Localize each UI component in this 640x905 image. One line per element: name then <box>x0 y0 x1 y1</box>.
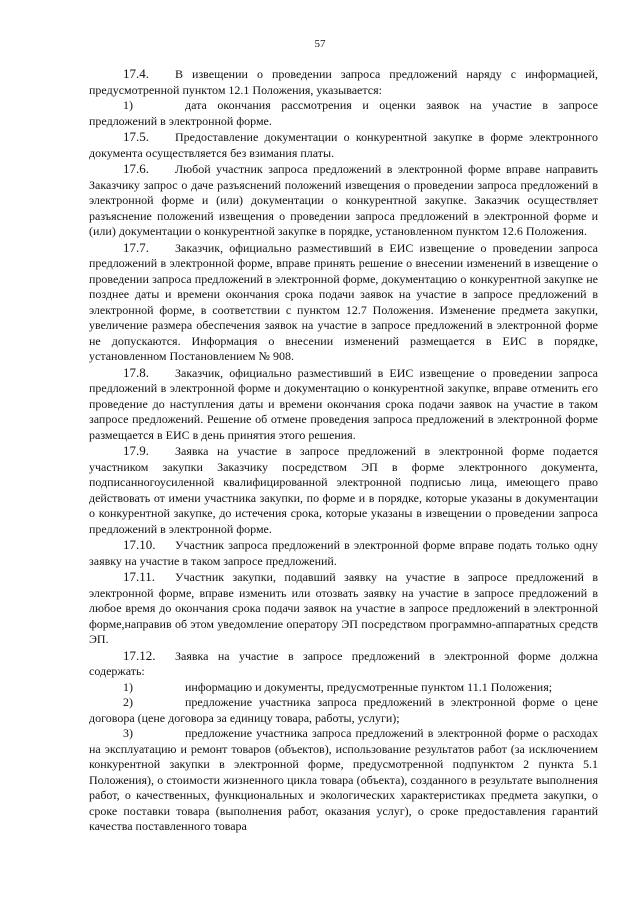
clause-number: 17.5. <box>123 129 149 144</box>
subitem-text: предложение участника запроса предложений в электронной форме о расходах на эксплуатацию и ремонт товаров (объектов), использование результатов работ (за исключением конкурентной закупки в электронной форме, предусмотренной подпунктом 2 пункта 5.1 Положения), о стоимости жизненного цикла товара (объекта), созданного в результате выполнения работ, о качественных, функциональных и экологических характеристиках предмета закупки, о сроке поставки товара (выполнения работ, оказания услуг), о сроке предоставления гарантий качества поставленного товара <box>89 726 598 833</box>
clause-text: Участник запроса предложений в электронной форме вправе подать только одну заявку на участие в таком запросе предложений. <box>89 538 598 568</box>
clause-text: Предоставление документации о конкурентной закупке в форме электронного документа осуществляется без взимания платы. <box>89 130 598 160</box>
paragraph-17-11 <box>89 569 598 648</box>
clause-text: Участник закупки, подавший заявку на участие в запросе предложений в электронной форме, вправе изменить или отозвать заявку на участие в запросе предложений в любое время до окончания срока подачи заявок на участие в запросе предложений в электронной форме,направив об этом уведомление оператору ЭП посредством программно-аппаратных средств ЭП. <box>89 570 598 646</box>
paragraph-17-5 <box>89 129 598 161</box>
clause-text: В извещении о проведении запроса предложений наряду с информацией, предусмотренной пунктом 12.1 Положения, указывается: <box>89 67 598 97</box>
clause-number: 17.10. <box>123 537 156 552</box>
clause-text: Заявка на участие в запросе предложений в электронной форме подается участником закупки Заказчику посредством ЭП в форме электронного документа, подписанногоусиленной квалифицированной электронной подписью лица, имеющего право действовать от имени участника закупки, по форме и в порядке, которые указаны в документации о конкурентной закупке, до истечения срока, которые указаны в извещении о проведении запроса предложений в электронной форме. <box>89 444 598 536</box>
paragraph-17-8 <box>89 365 598 444</box>
subitem-text: предложение участника запроса предложений в электронной форме о цене договора (цене договора за единицу товара, работы, услуги); <box>89 695 598 725</box>
subitem-17-12-3 <box>89 726 598 835</box>
page-number: 57 <box>314 38 326 50</box>
clause-text: Заказчик, официально разместивший в ЕИС извещение о проведении запроса предложений в электронной форме, вправе принять решение о внесении изменений в извещение о проведении запроса предложений в электронной форме, документацию о конкурентной закупке не позднее даты и времени окончания срока подачи заявок на участие в запросе предложений в электронной форме, в соответствии с пунктом 12.7 Положения. Изменение предмета закупки, увеличение размера обеспечения заявок на участие в запросе предложений в электронной форме не допускаются. Информация о внесении изменений размещается в ЕИС в порядке, установленном Постановлением № 908. <box>89 240 598 363</box>
subitem-number: 3) <box>123 726 133 740</box>
paragraph-17-7 <box>89 240 598 365</box>
clause-number: 17.11. <box>123 569 156 584</box>
clause-text: Заказчик, официально разместивший в ЕИС извещение о проведении запроса предложений в электронной форме и документацию о конкурентной закупке, вправе отменить его проведение до наступления даты и времени окончания срока подачи заявок на участие в таком запросе предложений. Решение об отмене проведения запроса предложений в электронной форме размещается в ЕИС в день принятия этого решения. <box>89 365 598 442</box>
subitem-text: дата окончания рассмотрения и оценки заявок на участие в запросе предложений в электронной форме. <box>89 98 598 128</box>
subitem-number: 1) <box>123 98 133 112</box>
clause-text: Любой участник запроса предложений в электронной форме вправе направить Заказчику запрос о даче разъяснений положений извещения о проведении запроса предложений в электронной форме и (или) документации о конкурентной закупке. Заказчик осуществляет разъяснение положений извещения о проведении запроса предложений в электронной форме и (или) документации о конкурентной закупке в порядке, установленном пунктом 12.6 Положения. <box>89 162 598 238</box>
clause-number: 17.12. <box>123 647 156 663</box>
clause-text: Заявка на участие в запросе предложений в электронной форме должна содержать: <box>89 648 598 678</box>
clause-number: 17.8. <box>123 364 149 380</box>
paragraph-17-10 <box>89 537 598 569</box>
subitem-17-12-2 <box>89 695 598 726</box>
document-body <box>89 66 598 835</box>
paragraph-17-4 <box>89 66 598 98</box>
clause-number: 17.4. <box>123 66 149 81</box>
clause-number: 17.7. <box>123 239 149 255</box>
paragraph-17-12 <box>89 648 598 680</box>
subitem-number: 1) <box>123 679 133 694</box>
clause-number: 17.9. <box>123 443 149 458</box>
subitem-number: 2) <box>123 695 133 709</box>
subitem-17-12-1 <box>89 680 598 696</box>
clause-number: 17.6. <box>123 161 149 176</box>
subitem-17-4-1 <box>89 98 598 129</box>
subitem-text: информацию и документы, предусмотренные пунктом 11.1 Положения; <box>185 679 553 694</box>
paragraph-17-9 <box>89 443 598 537</box>
paragraph-17-6 <box>89 161 598 240</box>
